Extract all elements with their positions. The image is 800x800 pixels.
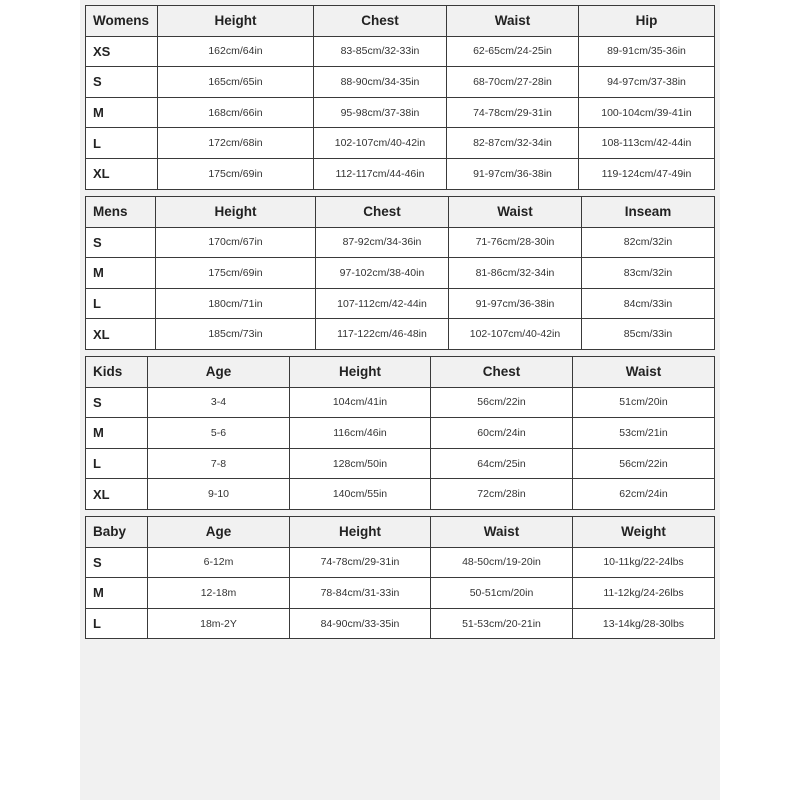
table-row <box>86 479 715 510</box>
column-header: Age <box>148 357 290 388</box>
table-title: Mens <box>86 197 156 228</box>
table-cell: 72cm/28in <box>431 479 573 510</box>
table-cell: 11-12kg/24-26lbs <box>573 578 715 609</box>
table-cell: 85cm/33in <box>582 319 715 350</box>
table-cell: 100-104cm/39-41in <box>579 97 715 128</box>
table-cell: 119-124cm/47-49in <box>579 158 715 189</box>
size-label: XL <box>86 158 158 189</box>
size-label: M <box>86 97 158 128</box>
column-header: Waist <box>449 197 582 228</box>
table-cell: 62cm/24in <box>573 479 715 510</box>
table-cell: 87-92cm/34-36in <box>316 227 449 258</box>
size-label: M <box>86 258 156 289</box>
table-row <box>86 258 715 289</box>
column-header: Waist <box>431 517 573 548</box>
table-cell: 12-18m <box>148 578 290 609</box>
table-cell: 140cm/55in <box>290 479 431 510</box>
size-label: S <box>86 547 148 578</box>
kids-size-table <box>85 356 715 510</box>
table-cell: 50-51cm/20in <box>431 578 573 609</box>
table-title: Kids <box>86 357 148 388</box>
table-cell: 94-97cm/37-38in <box>579 67 715 98</box>
table-title: Womens <box>86 6 158 37</box>
table-cell: 18m-2Y <box>148 608 290 639</box>
table-cell: 51-53cm/20-21in <box>431 608 573 639</box>
table-cell: 13-14kg/28-30lbs <box>573 608 715 639</box>
table-cell: 175cm/69in <box>158 158 314 189</box>
table-row <box>86 578 715 609</box>
table-header-row <box>86 517 715 548</box>
table-cell: 48-50cm/19-20in <box>431 547 573 578</box>
table-cell: 162cm/64in <box>158 36 314 67</box>
table-cell: 83cm/32in <box>582 258 715 289</box>
size-label: S <box>86 67 158 98</box>
column-header: Inseam <box>582 197 715 228</box>
table-cell: 102-107cm/40-42in <box>314 128 447 159</box>
size-label: L <box>86 448 148 479</box>
table-cell: 78-84cm/31-33in <box>290 578 431 609</box>
table-cell: 71-76cm/28-30in <box>449 227 582 258</box>
table-cell: 83-85cm/32-33in <box>314 36 447 67</box>
table-row <box>86 319 715 350</box>
column-header: Chest <box>316 197 449 228</box>
table-cell: 56cm/22in <box>431 387 573 418</box>
table-cell: 91-97cm/36-38in <box>449 288 582 319</box>
table-cell: 84-90cm/33-35in <box>290 608 431 639</box>
table-cell: 95-98cm/37-38in <box>314 97 447 128</box>
table-cell: 108-113cm/42-44in <box>579 128 715 159</box>
table-cell: 68-70cm/27-28in <box>447 67 579 98</box>
table-row <box>86 128 715 159</box>
table-cell: 60cm/24in <box>431 418 573 449</box>
table-cell: 107-112cm/42-44in <box>316 288 449 319</box>
size-label: L <box>86 608 148 639</box>
table-row <box>86 97 715 128</box>
table-row <box>86 387 715 418</box>
table-cell: 89-91cm/35-36in <box>579 36 715 67</box>
mens-size-table <box>85 196 715 350</box>
table-row <box>86 288 715 319</box>
table-cell: 74-78cm/29-31in <box>447 97 579 128</box>
table-cell: 9-10 <box>148 479 290 510</box>
table-cell: 117-122cm/46-48in <box>316 319 449 350</box>
table-cell: 10-11kg/22-24lbs <box>573 547 715 578</box>
table-header-row <box>86 357 715 388</box>
table-cell: 6-12m <box>148 547 290 578</box>
table-cell: 5-6 <box>148 418 290 449</box>
table-cell: 82cm/32in <box>582 227 715 258</box>
size-label: XL <box>86 479 148 510</box>
table-row <box>86 608 715 639</box>
column-header: Height <box>156 197 316 228</box>
table-cell: 84cm/33in <box>582 288 715 319</box>
table-cell: 91-97cm/36-38in <box>447 158 579 189</box>
table-cell: 3-4 <box>148 387 290 418</box>
column-header: Chest <box>431 357 573 388</box>
size-label: L <box>86 288 156 319</box>
table-cell: 165cm/65in <box>158 67 314 98</box>
table-cell: 175cm/69in <box>156 258 316 289</box>
column-header: Weight <box>573 517 715 548</box>
table-cell: 62-65cm/24-25in <box>447 36 579 67</box>
column-header: Waist <box>573 357 715 388</box>
table-cell: 82-87cm/32-34in <box>447 128 579 159</box>
column-header: Chest <box>314 6 447 37</box>
table-cell: 180cm/71in <box>156 288 316 319</box>
table-cell: 51cm/20in <box>573 387 715 418</box>
table-cell: 104cm/41in <box>290 387 431 418</box>
table-header-row <box>86 6 715 37</box>
table-row <box>86 227 715 258</box>
table-cell: 97-102cm/38-40in <box>316 258 449 289</box>
size-label: XS <box>86 36 158 67</box>
table-cell: 81-86cm/32-34in <box>449 258 582 289</box>
table-row <box>86 67 715 98</box>
table-cell: 7-8 <box>148 448 290 479</box>
column-header: Age <box>148 517 290 548</box>
size-label: M <box>86 418 148 449</box>
size-label: S <box>86 387 148 418</box>
table-cell: 64cm/25in <box>431 448 573 479</box>
table-row <box>86 418 715 449</box>
table-row <box>86 448 715 479</box>
size-label: M <box>86 578 148 609</box>
table-cell: 185cm/73in <box>156 319 316 350</box>
table-title: Baby <box>86 517 148 548</box>
table-cell: 168cm/66in <box>158 97 314 128</box>
womens-size-table <box>85 5 715 190</box>
table-header-row <box>86 197 715 228</box>
table-cell: 56cm/22in <box>573 448 715 479</box>
column-header: Hip <box>579 6 715 37</box>
column-header: Height <box>290 517 431 548</box>
table-row <box>86 547 715 578</box>
baby-size-table <box>85 516 715 639</box>
table-cell: 128cm/50in <box>290 448 431 479</box>
table-cell: 88-90cm/34-35in <box>314 67 447 98</box>
table-cell: 172cm/68in <box>158 128 314 159</box>
size-label: S <box>86 227 156 258</box>
size-label: L <box>86 128 158 159</box>
column-header: Height <box>158 6 314 37</box>
table-cell: 170cm/67in <box>156 227 316 258</box>
table-cell: 74-78cm/29-31in <box>290 547 431 578</box>
table-cell: 116cm/46in <box>290 418 431 449</box>
column-header: Waist <box>447 6 579 37</box>
table-cell: 112-117cm/44-46in <box>314 158 447 189</box>
table-row <box>86 36 715 67</box>
column-header: Height <box>290 357 431 388</box>
table-row <box>86 158 715 189</box>
table-cell: 53cm/21in <box>573 418 715 449</box>
table-cell: 102-107cm/40-42in <box>449 319 582 350</box>
size-label: XL <box>86 319 156 350</box>
